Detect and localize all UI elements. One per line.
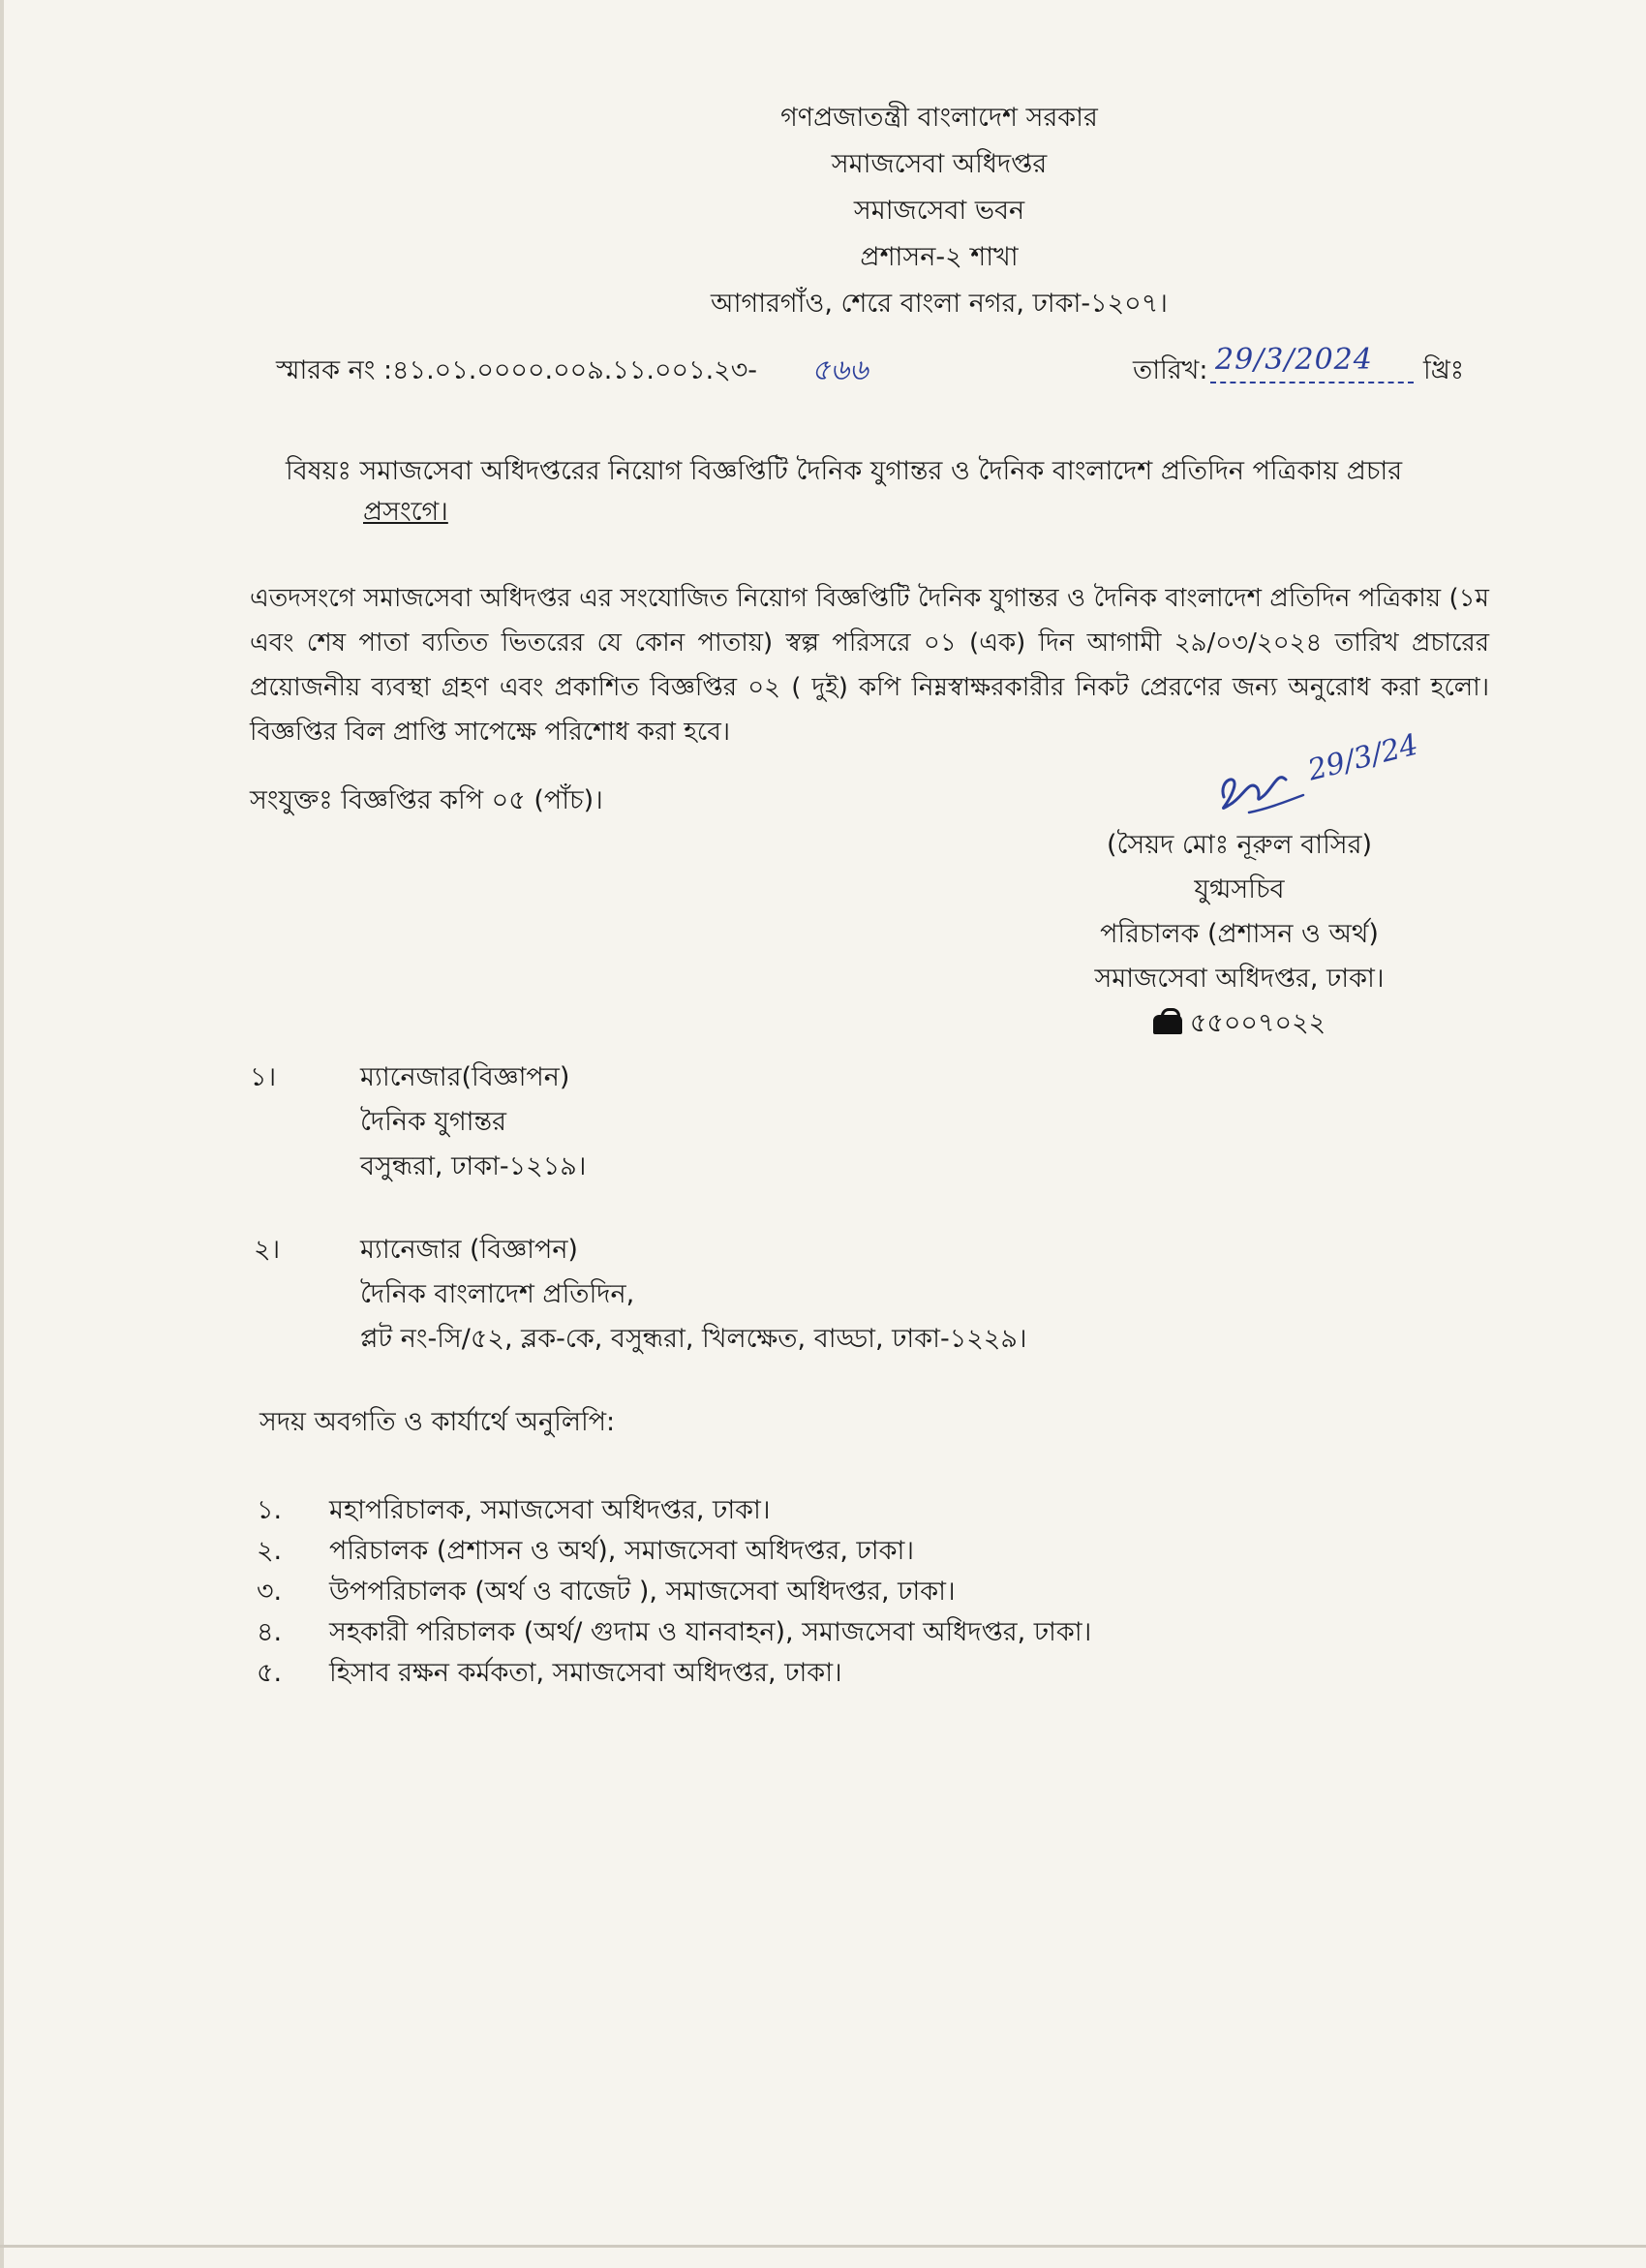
handwritten-signature <box>1210 712 1462 828</box>
subject-line: বিষয়ঃ সমাজসেবা অধিদপ্তরের নিয়োগ বিজ্ঞপ্তিটি দৈনিক যুগান্তর ও দৈনিক বাংলাদেশ প্রতিদিন পত্রিকায় প্রচার <box>286 456 1403 486</box>
memo-number-handwritten: ৫৬৬ <box>811 353 869 387</box>
recipient-organization: দৈনিক যুগান্তর <box>360 1107 506 1137</box>
cc-item <box>257 1654 842 1693</box>
recipient-title: ম্যানেজার(বিজ্ঞাপন) <box>360 1062 570 1092</box>
scan-edge <box>0 0 4 2268</box>
subject-line-continued: প্রসংগে। <box>363 497 448 527</box>
building-name: সমাজসেবা ভবন <box>853 196 1025 226</box>
cc-item <box>257 1573 956 1611</box>
recipient-number: ২। <box>254 1235 281 1265</box>
signer-name: (সৈয়দ মোঃ নূরুল বাসির) <box>1106 830 1373 860</box>
cc-item-number: ৫. <box>257 1658 283 1688</box>
memo-number-label: স্মারক নং :৪১.০১.০০০০.০০৯.১১.০০১.২৩- <box>276 355 758 385</box>
recipient-address: বসুন্ধরা, ঢাকা-১২১৯। <box>360 1151 587 1181</box>
recipient-address: প্লট নং-সি/৫২, ব্লক-কে, বসুন্ধরা, খিলক্ষেত, বাড্ডা, ঢাকা-১২২৯। <box>360 1324 1027 1354</box>
cc-item-text: হিসাব রক্ষন কর্মকতা, সমাজসেবা অধিদপ্তর, ঢাকা। <box>329 1658 842 1688</box>
cc-item-text: সহকারী পরিচালক (অর্থ/ গুদাম ও যানবাহন), সমাজসেবা অধিদপ্তর, ঢাকা। <box>329 1617 1092 1647</box>
recipient-organization: দৈনিক বাংলাদেশ প্রতিদিন, <box>360 1279 635 1309</box>
signer-block <box>1026 823 1452 1046</box>
signer-role: পরিচালক (প্রশাসন ও অর্থ) <box>1100 919 1379 949</box>
signer-office: সমাজসেবা অধিদপ্তর, ঢাকা। <box>1094 964 1385 994</box>
scan-edge-bottom <box>0 2245 1646 2248</box>
address: আগারগাঁও, শেরে বাংলা নগর, ঢাকা-১২০৭। <box>711 289 1168 319</box>
cc-item <box>257 1613 1091 1652</box>
cc-item-number: ৪. <box>257 1617 283 1647</box>
signer-designation: যুগ্মসচিব <box>1194 874 1285 904</box>
cc-item <box>257 1491 771 1530</box>
cc-item-number: ৩. <box>257 1577 283 1607</box>
cc-item-text: পরিচালক (প্রশাসন ও অর্থ), সমাজসেবা অধিদপ্তর, ঢাকা। <box>329 1536 914 1566</box>
telephone-icon <box>1153 1015 1182 1034</box>
department-name: সমাজসেবা অধিদপ্তর <box>831 149 1048 179</box>
govt-name: গণপ্রজাতন্ত্রী বাংলাদেশ সরকার <box>780 103 1098 133</box>
letterhead <box>620 95 1259 327</box>
date-suffix: খ্রিঃ <box>1423 355 1465 385</box>
body-paragraph: এতদসংগে সমাজসেবা অধিদপ্তর এর সংযোজিত নিয়োগ বিজ্ঞপ্তিটি দৈনিক যুগান্তর ও দৈনিক বাংলাদেশ প্রতিদিন পত্রিকায় (১ম এবং শেষ পাতা ব্যতিত ভিতরের যে কোন পাতায়) স্বল্প পরিসরে ০১ (এক) দিন আগামী ২৯/০৩/২০২৪ তারিখ প্রচারের প্রয়োজনীয় ব্যবস্থা গ্রহণ এবং প্রকাশিত বিজ্ঞপ্তির ০২ ( দুই) কপি নিম্নস্বাক্ষরকারীর নিকট প্রেরণের জন্য অনুরোধ করা হলো। বিজ্ঞপ্তির বিল প্রাপ্তি সাপেক্ষে পরিশোধ করা হবে। <box>250 584 1489 747</box>
cc-item-number: ২. <box>257 1536 283 1566</box>
date-dotted-line <box>1210 382 1414 383</box>
signer-phone-row <box>1026 1001 1452 1046</box>
recipient-number: ১। <box>250 1062 277 1092</box>
cc-item-text: মহাপরিচালক, সমাজসেবা অধিদপ্তর, ঢাকা। <box>329 1495 771 1525</box>
signer-phone: ৫৫০০৭০২২ <box>1189 1008 1326 1038</box>
date-label: তারিখ: <box>1133 355 1208 385</box>
cc-heading: সদয় অবগতি ও কার্যার্থে অনুলিপি: <box>259 1407 616 1437</box>
cc-item-number: ১. <box>257 1495 283 1525</box>
signature-date: 29/3/24 <box>1304 727 1422 788</box>
branch-name: প্রশাসন-২ শাখা <box>860 242 1019 272</box>
cc-item-text: উপপরিচালক (অর্থ ও বাজেট ), সমাজসেবা অধিদপ্তর, ঢাকা। <box>329 1577 956 1607</box>
cc-item <box>257 1532 914 1571</box>
attachment-note: সংযুক্তঃ বিজ্ঞপ্তির কপি ০৫ (পাঁচ)। <box>250 785 603 815</box>
date-handwritten: 29/3/2024 <box>1215 343 1373 377</box>
recipient-title: ম্যানেজার (বিজ্ঞাপন) <box>360 1235 578 1265</box>
